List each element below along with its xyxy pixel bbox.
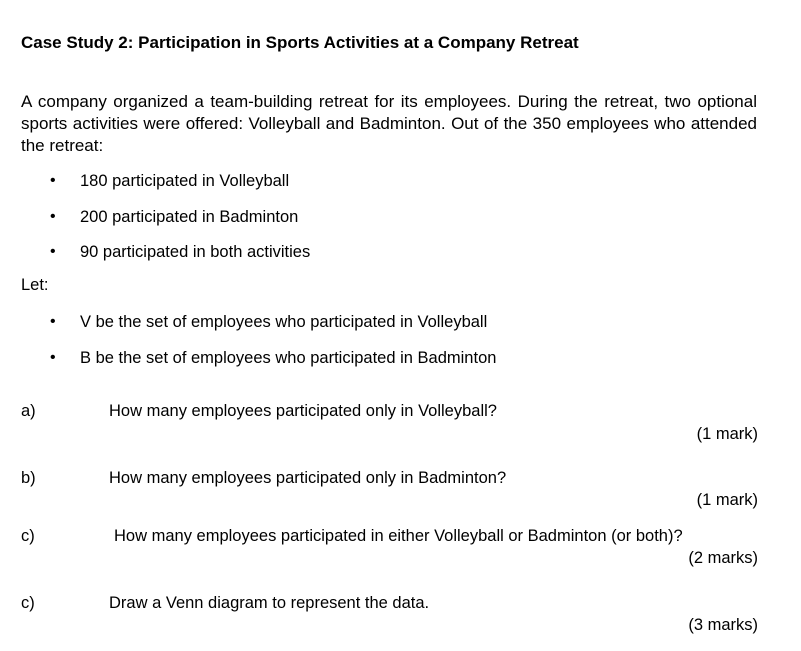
list-item: [0, 206, 801, 242]
fact-text: 180 participated in Volleyball: [80, 172, 290, 190]
question-a-letter: a): [21, 402, 36, 420]
question-c-marks: (2 marks): [688, 549, 758, 567]
list-item: [0, 311, 801, 347]
question-a-text: How many employees participated only in Volleyball?: [109, 402, 497, 420]
case-study-title: Case Study 2: Participation in Sports Activities at a Company Retreat: [21, 33, 579, 52]
fact-text: 90 participated in both activities: [80, 243, 311, 261]
question-venn-text: Draw a Venn diagram to represent the data.: [109, 594, 430, 612]
list-item: [0, 241, 801, 277]
bullet-icon: •: [50, 313, 56, 330]
fact-text: 200 participated in Badminton: [80, 207, 299, 226]
bullet-icon: •: [50, 207, 56, 225]
intro-paragraph: A company organized a team-building retreat for its employees. During the retreat, two optional sports activities were offered: Volleyball and Badminton. Out of the 350 employees who attended the retreat:: [21, 92, 757, 155]
question-a-marks: (1 mark): [696, 425, 758, 443]
question-b-text: How many employees participated only in Badminton?: [109, 469, 507, 487]
bullet-icon: •: [50, 348, 56, 366]
let-label: Let:: [21, 276, 49, 294]
facts-list: [0, 170, 801, 277]
question-b-letter: b): [21, 469, 36, 487]
bullet-icon: •: [50, 243, 56, 260]
definition-text: V be the set of employees who participated in Volleyball: [80, 313, 488, 331]
question-venn-letter: c): [21, 594, 35, 612]
list-item: [0, 347, 801, 383]
bullet-icon: •: [50, 172, 56, 189]
question-c-text: How many employees participated in either Volleyball or Badminton (or both)?: [114, 527, 683, 545]
question-c-letter: c): [21, 527, 35, 545]
question-venn-marks: (3 marks): [688, 616, 758, 634]
list-item: [0, 170, 801, 206]
definitions-list: [0, 311, 801, 382]
definition-text: B be the set of employees who participated in Badminton: [80, 348, 497, 367]
question-b-marks: (1 mark): [696, 491, 758, 509]
